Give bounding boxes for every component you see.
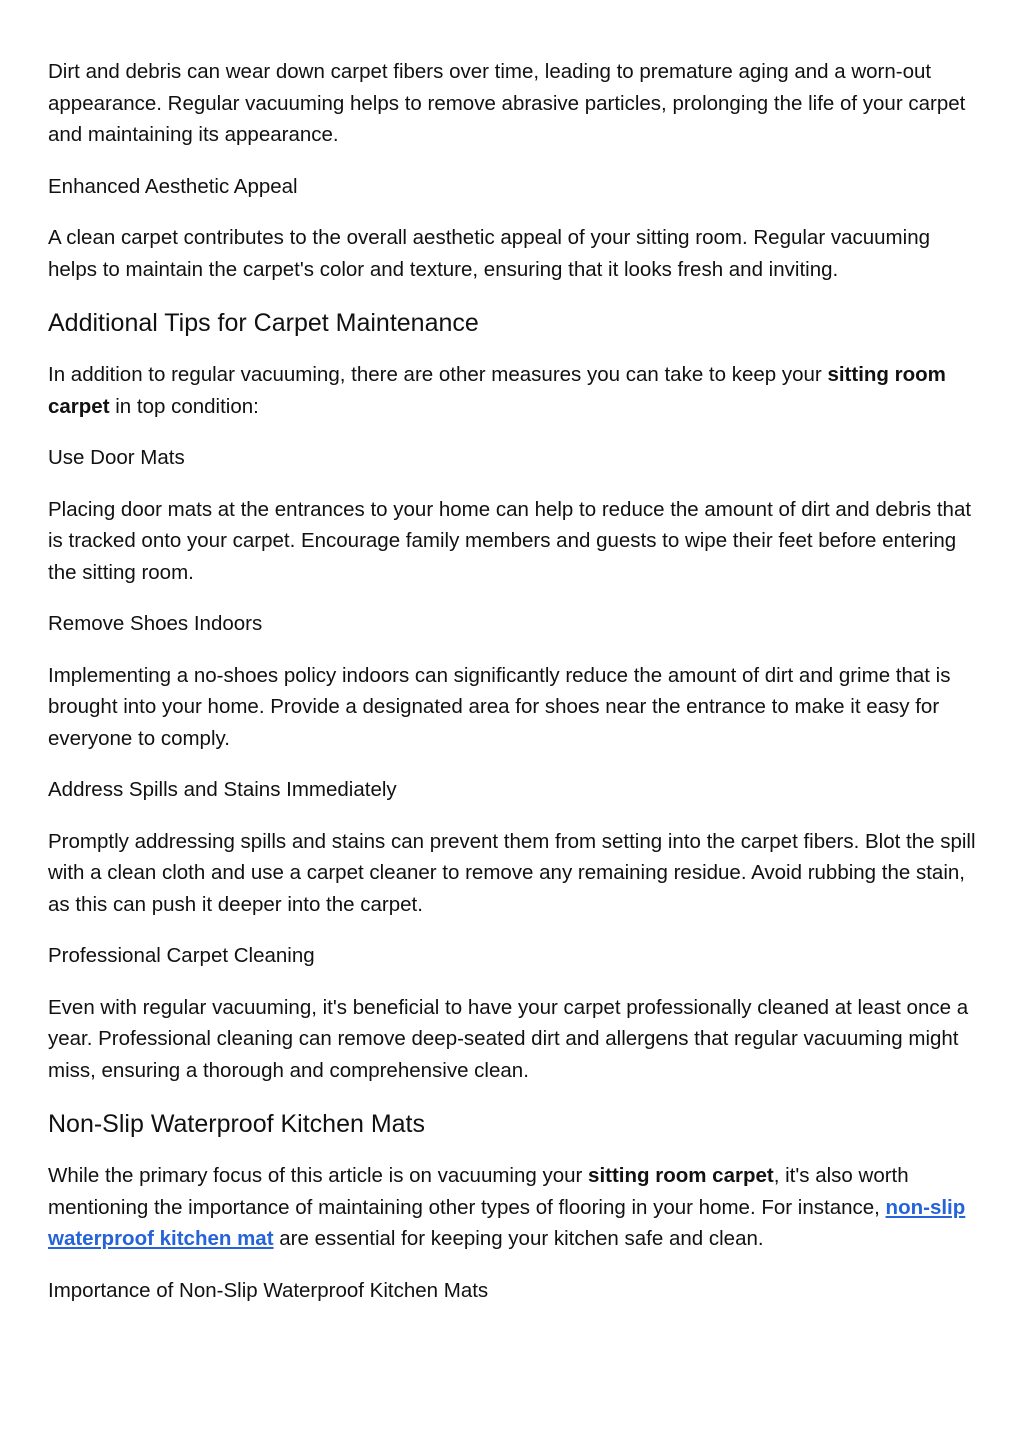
additional-tips-intro-paragraph — [48, 359, 978, 422]
spills-paragraph: Promptly addressing spills and stains can prevent them from setting into the carpet fibers. Blot the spill with a clean cloth and use a carpet cleaner to remove any remaining residue. Avoid rubbing the stain, as this can push it deeper into the carpet. — [48, 829, 976, 916]
subheading-address-spills: Address Spills and Stains Immediately — [48, 778, 397, 801]
kitchen-mats-paragraph — [48, 1160, 978, 1255]
heading-kitchen-mats: Non-Slip Waterproof Kitchen Mats — [48, 1110, 426, 1138]
door-mats-paragraph: Placing door mats at the entrances to your home can help to reduce the amount of dirt and debris that is tracked onto your carpet. Encourage family members and guests to wipe their feet before entering the sitting room. — [48, 497, 972, 584]
heading-additional-tips: Additional Tips for Carpet Maintenance — [48, 309, 479, 337]
enhanced-aesthetic-paragraph: A clean carpet contributes to the overall aesthetic appeal of your sitting room. Regular vacuuming helps to maintain the carpet's color and texture, ensuring that it looks fresh and inviting. — [48, 226, 930, 281]
subheading-importance-kitchen-mats: Importance of Non-Slip Waterproof Kitchen Mats — [48, 1278, 489, 1302]
intro-text-before: In addition to regular vacuuming, there are other measures you can take to keep your — [48, 363, 828, 386]
kitchen-text-1: While the primary focus of this article is on vacuuming your — [48, 1164, 589, 1187]
intro-text-after: in top condition: — [109, 394, 259, 418]
kitchen-mat-link[interactable]: non-slip waterproof kitchen mat — [48, 1195, 966, 1250]
subheading-professional-cleaning: Professional Carpet Cleaning — [48, 944, 315, 967]
kitchen-text-3: are essential for keeping your kitchen safe and clean. — [273, 1227, 764, 1250]
subheading-enhanced-aesthetic-appeal: Enhanced Aesthetic Appeal — [48, 174, 298, 198]
intro-paragraph: Dirt and debris can wear down carpet fibers over time, leading to premature aging and a worn-out appearance. Regular vacuuming helps to remove abrasive particles, prolonging the life of your carpet and maintaining its appearance. — [48, 60, 966, 146]
professional-cleaning-paragraph: Even with regular vacuuming, it's beneficial to have your carpet professionally cleaned at least once a year. Professional cleaning can remove deep-seated dirt and allergens that regular vacuuming might miss, ensuring a thorough and comprehensive clean. — [48, 995, 969, 1082]
subheading-remove-shoes-indoors: Remove Shoes Indoors — [48, 612, 263, 635]
sitting-room-carpet-bold: sitting room carpet — [48, 363, 946, 418]
remove-shoes-paragraph: Implementing a no-shoes policy indoors can significantly reduce the amount of dirt and grime that is brought into your home. Provide a designated area for shoes near the entrance to make it easy for everyone to comply. — [48, 663, 951, 750]
kitchen-text-2: , it's also worth mentioning the importance of maintaining other types of flooring in your home. For instance, — [48, 1164, 909, 1219]
sitting-room-carpet-bold: sitting room carpet — [588, 1164, 774, 1187]
subheading-use-door-mats: Use Door Mats — [48, 446, 185, 469]
article-page — [48, 56, 978, 1326]
